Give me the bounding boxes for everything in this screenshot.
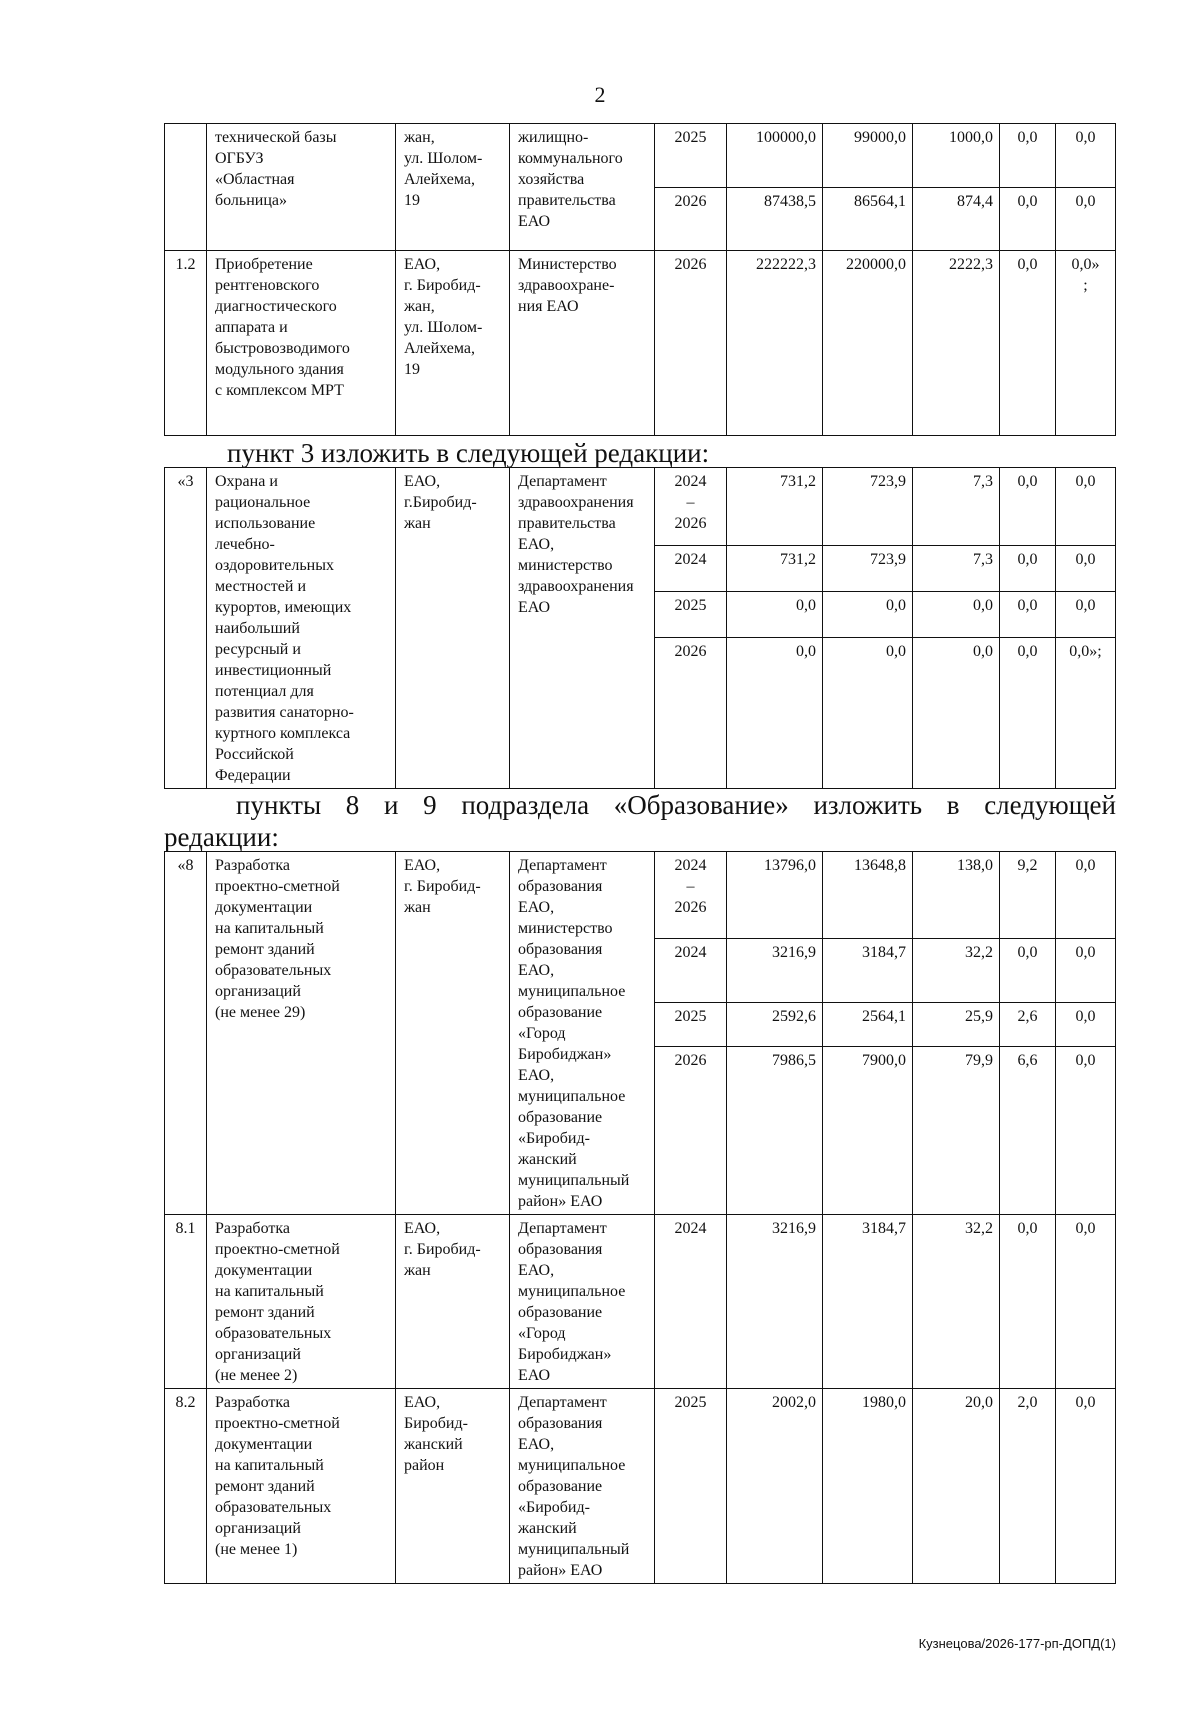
- year-cell: 2024: [655, 1215, 727, 1389]
- other-cell: 0,0» ;: [1056, 251, 1116, 436]
- federal-cell: 0,0: [823, 591, 913, 637]
- regional-cell: 2222,3: [913, 251, 1000, 436]
- heading-word: 9: [423, 790, 437, 820]
- regional-cell: 1000,0: [913, 124, 1000, 188]
- year-cell: 2024 – 2026: [655, 852, 727, 939]
- federal-cell: 1980,0: [823, 1389, 913, 1584]
- local-cell: 0,0: [1000, 124, 1056, 188]
- table-health-continuation: [164, 123, 1116, 436]
- local-cell: 0,0: [1000, 591, 1056, 637]
- federal-cell: 0,0: [823, 638, 913, 789]
- table-row: [165, 124, 1116, 188]
- regional-cell: 20,0: [913, 1389, 1000, 1584]
- federal-cell: 723,9: [823, 546, 913, 591]
- location: ЕАО, г. Биробид- жан: [396, 852, 510, 1215]
- page-number: 2: [594, 82, 606, 107]
- location: ЕАО, г.Биробид- жан: [396, 468, 510, 789]
- total-cell: 2002,0: [727, 1389, 823, 1584]
- row-number: 1.2: [165, 251, 207, 436]
- total-cell: 0,0: [727, 638, 823, 789]
- other-cell: 0,0: [1056, 188, 1116, 251]
- regional-cell: 79,9: [913, 1047, 1000, 1215]
- year-cell: 2026: [655, 188, 727, 251]
- other-cell: 0,0: [1056, 1389, 1116, 1584]
- total-cell: 87438,5: [727, 188, 823, 251]
- heading-word: и: [383, 790, 399, 820]
- location: ЕАО, Биробид- жанский район: [396, 1389, 510, 1584]
- federal-cell: 3184,7: [823, 1215, 913, 1389]
- heading-word: подраздела: [461, 790, 590, 820]
- local-cell: 6,6: [1000, 1047, 1056, 1215]
- regional-cell: 7,3: [913, 468, 1000, 546]
- executor: жилищно- коммунального хозяйства правительства ЕАО: [510, 124, 655, 251]
- year-cell: 2024: [655, 546, 727, 591]
- heading-punkt-3: пункт 3 изложить в следующей редакции:: [227, 438, 710, 468]
- local-cell: 9,2: [1000, 852, 1056, 939]
- regional-cell: 32,2: [913, 938, 1000, 1002]
- federal-cell: 3184,7: [823, 938, 913, 1002]
- table-row: [165, 251, 1116, 436]
- regional-cell: 7,3: [913, 546, 1000, 591]
- other-cell: 0,0: [1056, 1215, 1116, 1389]
- year-cell: 2025: [655, 124, 727, 188]
- measure-name: Приобретение рентгеновского диагностического аппарата и быстровозводимого модульного здания с комплексом МРТ: [207, 251, 396, 436]
- local-cell: 0,0: [1000, 638, 1056, 789]
- year-cell: 2024 – 2026: [655, 468, 727, 546]
- federal-cell: 723,9: [823, 468, 913, 546]
- measure-name: Разработка проектно-сметной документации на капитальный ремонт зданий образовательных организаций (не менее 2): [207, 1215, 396, 1389]
- year-cell: 2024: [655, 938, 727, 1002]
- regional-cell: 874,4: [913, 188, 1000, 251]
- year-cell: 2026: [655, 251, 727, 436]
- federal-cell: 2564,1: [823, 1002, 913, 1046]
- total-cell: 7986,5: [727, 1047, 823, 1215]
- total-cell: 2592,6: [727, 1002, 823, 1046]
- total-cell: 222222,3: [727, 251, 823, 436]
- local-cell: 0,0: [1000, 188, 1056, 251]
- other-cell: 0,0: [1056, 1047, 1116, 1215]
- executor: Департамент образования ЕАО, муниципальное образование «Биробид- жанский муниципальный район» ЕАО: [510, 1389, 655, 1584]
- local-cell: 0,0: [1000, 468, 1056, 546]
- federal-cell: 220000,0: [823, 251, 913, 436]
- regional-cell: 0,0: [913, 591, 1000, 637]
- executor: Министерство здравоохране- ния ЕАО: [510, 251, 655, 436]
- measure-name: Разработка проектно-сметной документации на капитальный ремонт зданий образовательных организаций (не менее 1): [207, 1389, 396, 1584]
- regional-cell: 0,0: [913, 638, 1000, 789]
- federal-cell: 86564,1: [823, 188, 913, 251]
- year-cell: 2025: [655, 591, 727, 637]
- year-cell: 2026: [655, 1047, 727, 1215]
- heading-word: «Образование»: [613, 790, 789, 820]
- total-cell: 731,2: [727, 546, 823, 591]
- table-education: [164, 851, 1116, 1584]
- total-cell: 13796,0: [727, 852, 823, 939]
- regional-cell: 138,0: [913, 852, 1000, 939]
- total-cell: 0,0: [727, 591, 823, 637]
- other-cell: 0,0: [1056, 468, 1116, 546]
- location: ЕАО, г. Биробид- жан, ул. Шолом- Алейхема, 19: [396, 251, 510, 436]
- regional-cell: 25,9: [913, 1002, 1000, 1046]
- heading-punkty-8-9: [236, 790, 1116, 821]
- year-cell: 2026: [655, 638, 727, 789]
- row-number: [165, 124, 207, 251]
- measure-name: Разработка проектно-сметной документации на капитальный ремонт зданий образовательных организаций (не менее 29): [207, 852, 396, 1215]
- heading-word: в: [946, 790, 960, 820]
- federal-cell: 13648,8: [823, 852, 913, 939]
- table-row: [165, 468, 1116, 546]
- row-number: «8: [165, 852, 207, 1215]
- other-cell: 0,0: [1056, 591, 1116, 637]
- heading-word: пункты: [236, 790, 322, 820]
- executor: Департамент здравоохранения правительства ЕАО, министерство здравоохранения ЕАО: [510, 468, 655, 789]
- row-number: 8.1: [165, 1215, 207, 1389]
- executor: Департамент образования ЕАО, министерство образования ЕАО, муниципальное образование «Город Биробиджан» ЕАО, муниципальное образование «Биробид- жанский муниципальный район» ЕАО: [510, 852, 655, 1215]
- location: жан, ул. Шолом- Алейхема, 19: [396, 124, 510, 251]
- location: ЕАО, г. Биробид- жан: [396, 1215, 510, 1389]
- other-cell: 0,0: [1056, 852, 1116, 939]
- executor: Департамент образования ЕАО, муниципальное образование «Город Биробиджан» ЕАО: [510, 1215, 655, 1389]
- measure-name: Охрана и рациональное использование лечебно- оздоровительных местностей и курортов, имеющих наибольший ресурсный и инвестиционный потенциал для развития санаторно- куртного комплекса Российской Федерации: [207, 468, 396, 789]
- heading-punkty-line2: редакции:: [164, 822, 279, 852]
- row-number: «3: [165, 468, 207, 789]
- local-cell: 2,6: [1000, 1002, 1056, 1046]
- local-cell: 0,0: [1000, 546, 1056, 591]
- local-cell: 0,0: [1000, 1215, 1056, 1389]
- footer-document-code: Кузнецова/2026-177-рп-ДОПД(1): [918, 1636, 1116, 1651]
- other-cell: 0,0»;: [1056, 638, 1116, 789]
- total-cell: 100000,0: [727, 124, 823, 188]
- federal-cell: 7900,0: [823, 1047, 913, 1215]
- regional-cell: 32,2: [913, 1215, 1000, 1389]
- other-cell: 0,0: [1056, 938, 1116, 1002]
- total-cell: 3216,9: [727, 938, 823, 1002]
- table-row: [165, 852, 1116, 939]
- heading-word: 8: [345, 790, 360, 820]
- total-cell: 731,2: [727, 468, 823, 546]
- table-resorts: [164, 467, 1116, 789]
- heading-word: изложить: [813, 790, 923, 820]
- total-cell: 3216,9: [727, 1215, 823, 1389]
- other-cell: 0,0: [1056, 546, 1116, 591]
- other-cell: 0,0: [1056, 124, 1116, 188]
- local-cell: 2,0: [1000, 1389, 1056, 1584]
- heading-word: следующей: [984, 790, 1116, 820]
- other-cell: 0,0: [1056, 1002, 1116, 1046]
- year-cell: 2025: [655, 1389, 727, 1584]
- measure-name: технической базы ОГБУЗ «Областная больница»: [207, 124, 396, 251]
- local-cell: 0,0: [1000, 251, 1056, 436]
- federal-cell: 99000,0: [823, 124, 913, 188]
- local-cell: 0,0: [1000, 938, 1056, 1002]
- table-row: [165, 1215, 1116, 1389]
- table-row: [165, 1389, 1116, 1584]
- row-number: 8.2: [165, 1389, 207, 1584]
- year-cell: 2025: [655, 1002, 727, 1046]
